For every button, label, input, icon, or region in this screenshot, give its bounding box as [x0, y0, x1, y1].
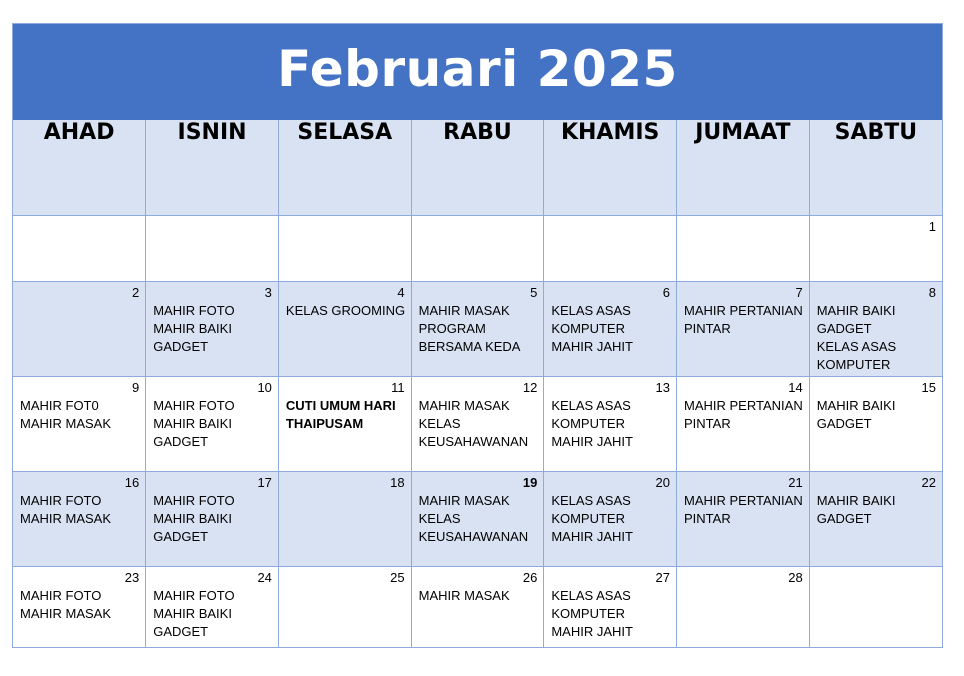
day-cell: [278, 471, 411, 566]
date-number: 20: [655, 474, 671, 490]
event-item: MAHIR BAIKI GADGET: [153, 605, 232, 639]
event-list: [279, 235, 411, 236]
day-cell: [411, 376, 544, 471]
day-cell: [677, 566, 810, 647]
empty-day-cell: [809, 566, 942, 647]
event-item: MAHIR MASAK: [418, 587, 510, 603]
date-number: 14: [788, 379, 803, 395]
date-number: 16: [124, 474, 140, 490]
day-cell: [13, 566, 146, 647]
date-number: 7: [795, 284, 803, 300]
day-cell: [146, 376, 279, 471]
event-list: [412, 235, 544, 236]
event-list: [810, 491, 942, 528]
calendar-title: Februari 2025: [13, 24, 942, 120]
event-item: MAHIR MASAK: [418, 397, 510, 413]
calendar-grid: [13, 120, 942, 647]
date-number: 9: [131, 379, 140, 395]
event-list: [279, 396, 411, 433]
event-item: MAHIR MASAK: [418, 492, 510, 508]
event-item: PROGRAM BERSAMA KEDA: [418, 320, 521, 354]
event-list: [412, 586, 544, 605]
day-cell: [677, 376, 810, 471]
event-item: KELAS ASAS KOMPUTER: [551, 492, 631, 526]
day-cell: [544, 376, 677, 471]
day-cell: [411, 281, 544, 376]
empty-day-cell: [677, 215, 810, 281]
empty-day-cell: [544, 215, 677, 281]
event-list: [544, 491, 676, 546]
weekday-header: JUMAAT: [677, 120, 810, 215]
event-list: [544, 235, 676, 236]
date-number: [412, 216, 544, 235]
date-number: [544, 216, 676, 235]
week-row: [13, 376, 942, 471]
day-cell: [146, 281, 279, 376]
day-cell: [146, 566, 279, 647]
date-number: 13: [655, 379, 671, 395]
date-number: 26: [522, 569, 538, 585]
weekday-header: AHAD: [13, 120, 146, 215]
event-list: [412, 491, 544, 546]
event-list: [810, 235, 942, 236]
day-cell: [544, 281, 677, 376]
event-list: [279, 301, 411, 320]
event-item: MAHIR MASAK: [20, 415, 112, 431]
event-list: [677, 491, 809, 528]
day-cell: [13, 471, 146, 566]
event-list: [412, 301, 544, 356]
date-number: 17: [257, 474, 272, 490]
event-item: MAHIR JAHIT: [551, 338, 633, 354]
event-item: MAHIR FOTO: [20, 587, 102, 603]
event-list: [544, 396, 676, 451]
event-item: MAHIR FOTO: [153, 397, 235, 413]
event-list: [810, 396, 942, 433]
date-number: [677, 216, 809, 235]
date-number: 22: [921, 474, 936, 490]
date-number: 28: [788, 569, 803, 585]
event-list: [13, 586, 145, 623]
event-item: KELAS KEUSAHAWANAN: [418, 415, 529, 449]
date-number: 23: [124, 569, 140, 585]
week-row: [13, 471, 942, 566]
date-number: 12: [522, 379, 538, 395]
day-cell: [278, 376, 411, 471]
event-list: [146, 301, 278, 356]
event-item: MAHIR FOT0: [20, 397, 99, 413]
empty-day-cell: [13, 215, 146, 281]
weekday-header: ISNIN: [146, 120, 279, 215]
event-list: [677, 235, 809, 236]
event-item: MAHIR PERTANIAN PINTAR: [684, 492, 803, 526]
event-list: [146, 396, 278, 451]
date-number: 3: [264, 284, 272, 300]
date-number: 2: [131, 284, 140, 300]
day-cell: [809, 376, 942, 471]
event-list: [810, 301, 942, 374]
date-number: 15: [921, 379, 936, 395]
event-item: MAHIR MASAK: [20, 510, 112, 526]
date-number: 25: [390, 569, 405, 585]
day-cell: [13, 376, 146, 471]
date-number: 8: [928, 284, 936, 300]
event-item: KELAS ASAS KOMPUTER: [816, 338, 897, 372]
day-cell: [677, 281, 810, 376]
event-list: [810, 586, 942, 587]
calendar: [12, 23, 943, 648]
event-item: MAHIR FOTO: [153, 587, 235, 603]
date-number: 5: [530, 284, 538, 300]
day-cell: [278, 566, 411, 647]
event-item: MAHIR BAIKI GADGET: [153, 415, 232, 449]
day-cell: [411, 471, 544, 566]
event-item: MAHIR FOTO: [153, 302, 235, 318]
date-number: 6: [662, 284, 671, 300]
event-list: [677, 396, 809, 433]
event-item: MAHIR BAIKI GADGET: [816, 492, 896, 526]
day-cell: [677, 471, 810, 566]
event-item: MAHIR FOTO: [20, 492, 102, 508]
weekday-header: SABTU: [809, 120, 942, 215]
event-item: MAHIR BAIKI GADGET: [816, 302, 896, 336]
event-item: MAHIR JAHIT: [551, 623, 633, 639]
day-cell: [809, 471, 942, 566]
weekday-header: SELASA: [278, 120, 411, 215]
event-list: [13, 235, 145, 236]
event-list: [544, 586, 676, 641]
date-number: 1: [928, 218, 936, 234]
date-number: 27: [655, 569, 671, 585]
event-list: [279, 586, 411, 587]
date-number: [810, 567, 942, 586]
event-item: MAHIR FOTO: [153, 492, 235, 508]
day-cell: [278, 281, 411, 376]
event-item: MAHIR JAHIT: [551, 528, 633, 544]
day-cell: [13, 281, 146, 376]
event-list: [146, 235, 278, 236]
day-cell: [411, 566, 544, 647]
day-cell: [146, 471, 279, 566]
event-item: MAHIR MASAK: [418, 302, 510, 318]
date-number: 19: [522, 474, 538, 490]
day-cell: [809, 215, 942, 281]
date-number: 18: [390, 474, 405, 490]
day-cell: [544, 471, 677, 566]
event-list: [13, 301, 145, 302]
date-number: 24: [257, 569, 272, 585]
event-list: [677, 301, 809, 338]
event-item: MAHIR BAIKI GADGET: [153, 510, 232, 544]
date-number: 4: [397, 284, 405, 300]
date-number: [146, 216, 278, 235]
event-item: KELAS GROOMING: [285, 302, 406, 318]
week-row: [13, 281, 942, 376]
week-row: [13, 566, 942, 647]
empty-day-cell: [411, 215, 544, 281]
date-number: 21: [788, 474, 803, 490]
event-item: MAHIR BAIKI GADGET: [816, 397, 896, 431]
event-item: KELAS ASAS KOMPUTER: [551, 397, 631, 431]
event-item: MAHIR PERTANIAN PINTAR: [684, 302, 803, 336]
event-item: MAHIR BAIKI GADGET: [153, 320, 232, 354]
event-item: MAHIR MASAK: [20, 605, 112, 621]
event-list: [13, 396, 145, 433]
event-item: MAHIR PERTANIAN PINTAR: [684, 397, 803, 431]
day-cell: [809, 281, 942, 376]
event-list: [279, 491, 411, 492]
event-list: [146, 586, 278, 641]
day-cell: [544, 566, 677, 647]
date-number: [279, 216, 411, 235]
event-item: MAHIR JAHIT: [551, 433, 633, 449]
calendar-weeks: [13, 215, 942, 647]
event-list: [13, 491, 145, 528]
weekday-header: KHAMIS: [544, 120, 677, 215]
event-item: KELAS ASAS KOMPUTER: [551, 302, 631, 336]
weekday-header: RABU: [411, 120, 544, 215]
holiday-label: CUTI UMUM HARI THAIPUSAM: [285, 397, 396, 431]
event-item: KELAS KEUSAHAWANAN: [418, 510, 529, 544]
date-number: [13, 216, 145, 235]
empty-day-cell: [146, 215, 279, 281]
event-list: [677, 586, 809, 587]
event-list: [544, 301, 676, 356]
event-item: KELAS ASAS KOMPUTER: [551, 587, 631, 621]
empty-day-cell: [278, 215, 411, 281]
date-number: 10: [257, 379, 272, 395]
weekday-header-row: [13, 120, 942, 215]
event-list: [146, 491, 278, 546]
week-row: [13, 215, 942, 281]
date-number: 11: [391, 379, 405, 395]
event-list: [412, 396, 544, 451]
